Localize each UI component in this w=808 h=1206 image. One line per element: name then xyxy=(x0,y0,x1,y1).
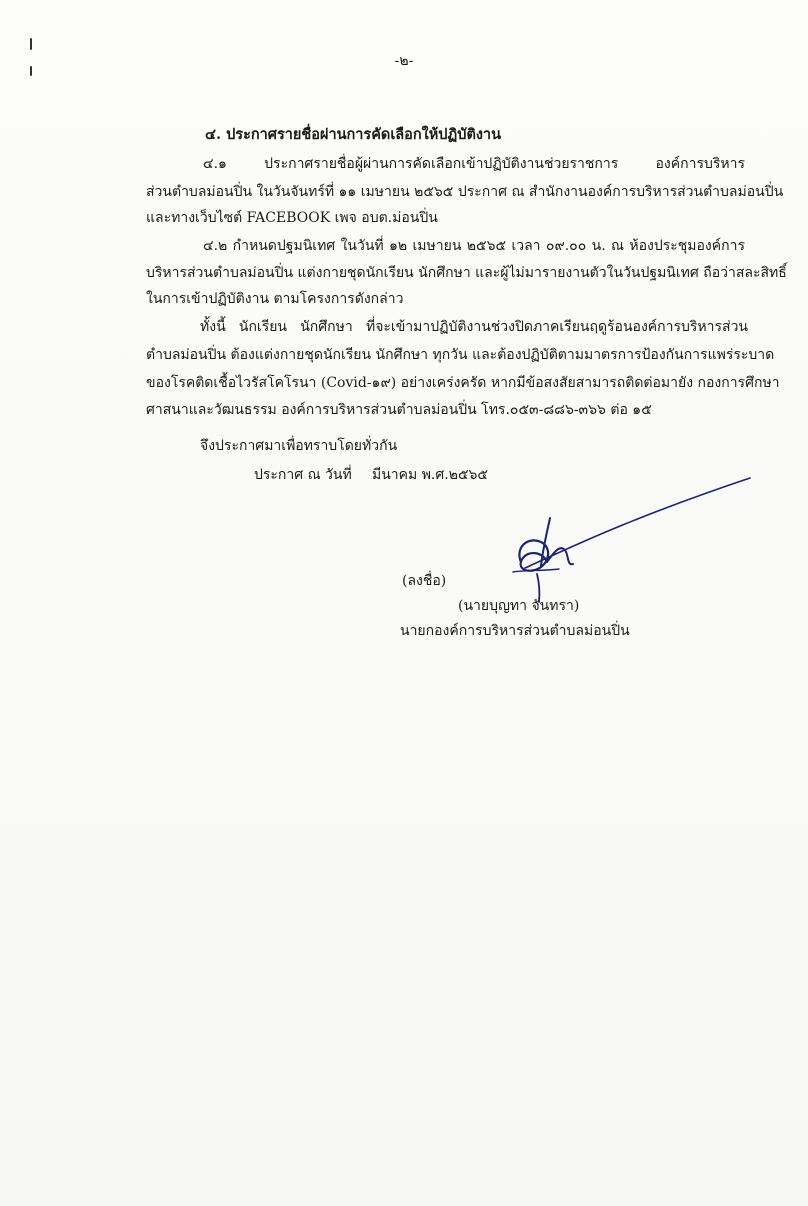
notice-line-4: ศาสนาและวัฒนธรรม องค์การบริหารส่วนตำบลม่อนปิ่น โทร.๐๕๓-๘๘๖-๓๖๖ ต่อ ๑๕ xyxy=(146,402,652,418)
item-4-2-line-3: ในการเข้าปฏิบัติงาน ตามโครงการดังกล่าว xyxy=(146,291,404,307)
item-4-1-line-3: และทางเว็บไซต์ FACEBOOK เพจ อบต.ม่อนปิ่น xyxy=(146,210,438,226)
sign-label: (ลงชื่อ) xyxy=(402,573,447,589)
closing-statement: จึงประกาศมาเพื่อทราบโดยทั่วกัน xyxy=(200,438,398,454)
notice-line-2: ตำบลม่อนปิ่น ต้องแต่งกายชุดนักเรียน นักศึกษา ทุกวัน และต้องปฏิบัติตามมาตรการป้องกันการแพร่ระบาด xyxy=(146,347,775,363)
item-4-1-line-2: ส่วนตำบลม่อนปิ่น ในวันจันทร์ที่ ๑๑ เมษายน ๒๕๖๕ ประกาศ ณ สำนักงานองค์การบริหารส่วนตำบลม่อนปิ่น xyxy=(146,184,784,200)
item-4-1-line-1: ๔.๑ ประกาศรายชื่อผู้ผ่านการคัดเลือกเข้าปฏิบัติงานช่วยราชการ องค์การบริหาร xyxy=(203,156,745,172)
signer-name: (นายบุญทา จันทรา) xyxy=(458,598,580,614)
announce-date-value: มีนาคม พ.ศ.๒๕๖๕ xyxy=(372,467,489,483)
notice-line-3: ของโรคติดเชื้อไวรัสโคโรนา (Covid-๑๙) อย่างเคร่งครัด หากมีข้อสงสัยสามารถติดต่อมายัง กองการศึกษา xyxy=(146,375,780,391)
signer-position: นายกองค์การบริหารส่วนตำบลม่อนปิ่น xyxy=(400,623,630,639)
page-number: -๒- xyxy=(394,53,414,69)
item-4-2-line-1: ๔.๒ กำหนดปฐมนิเทศ ในวันที่ ๑๒ เมษายน ๒๕๖๕ เวลา ๐๙.๐๐ น. ณ ห้องประชุมองค์การ xyxy=(203,238,745,254)
notice-line-1: ทั้งนี้ นักเรียน นักศึกษา ที่จะเข้ามาปฏิบัติงานช่วงปิดภาคเรียนฤดูร้อนองค์การบริหารส่วน xyxy=(200,319,748,335)
signature xyxy=(495,470,755,610)
scan-edge-mark xyxy=(30,38,32,50)
announce-date-label: ประกาศ ณ วันที่ xyxy=(254,467,352,483)
section-heading: ๔. ประกาศรายชื่อผ่านการคัดเลือกให้ปฏิบัติงาน xyxy=(205,126,501,143)
item-4-2-line-2: บริหารส่วนตำบลม่อนปิ่น แต่งกายชุดนักเรียน นักศึกษา และผู้ไม่มารายงานตัวในวันปฐมนิเทศ ถือว่าสละสิทธิ์ xyxy=(146,265,787,281)
